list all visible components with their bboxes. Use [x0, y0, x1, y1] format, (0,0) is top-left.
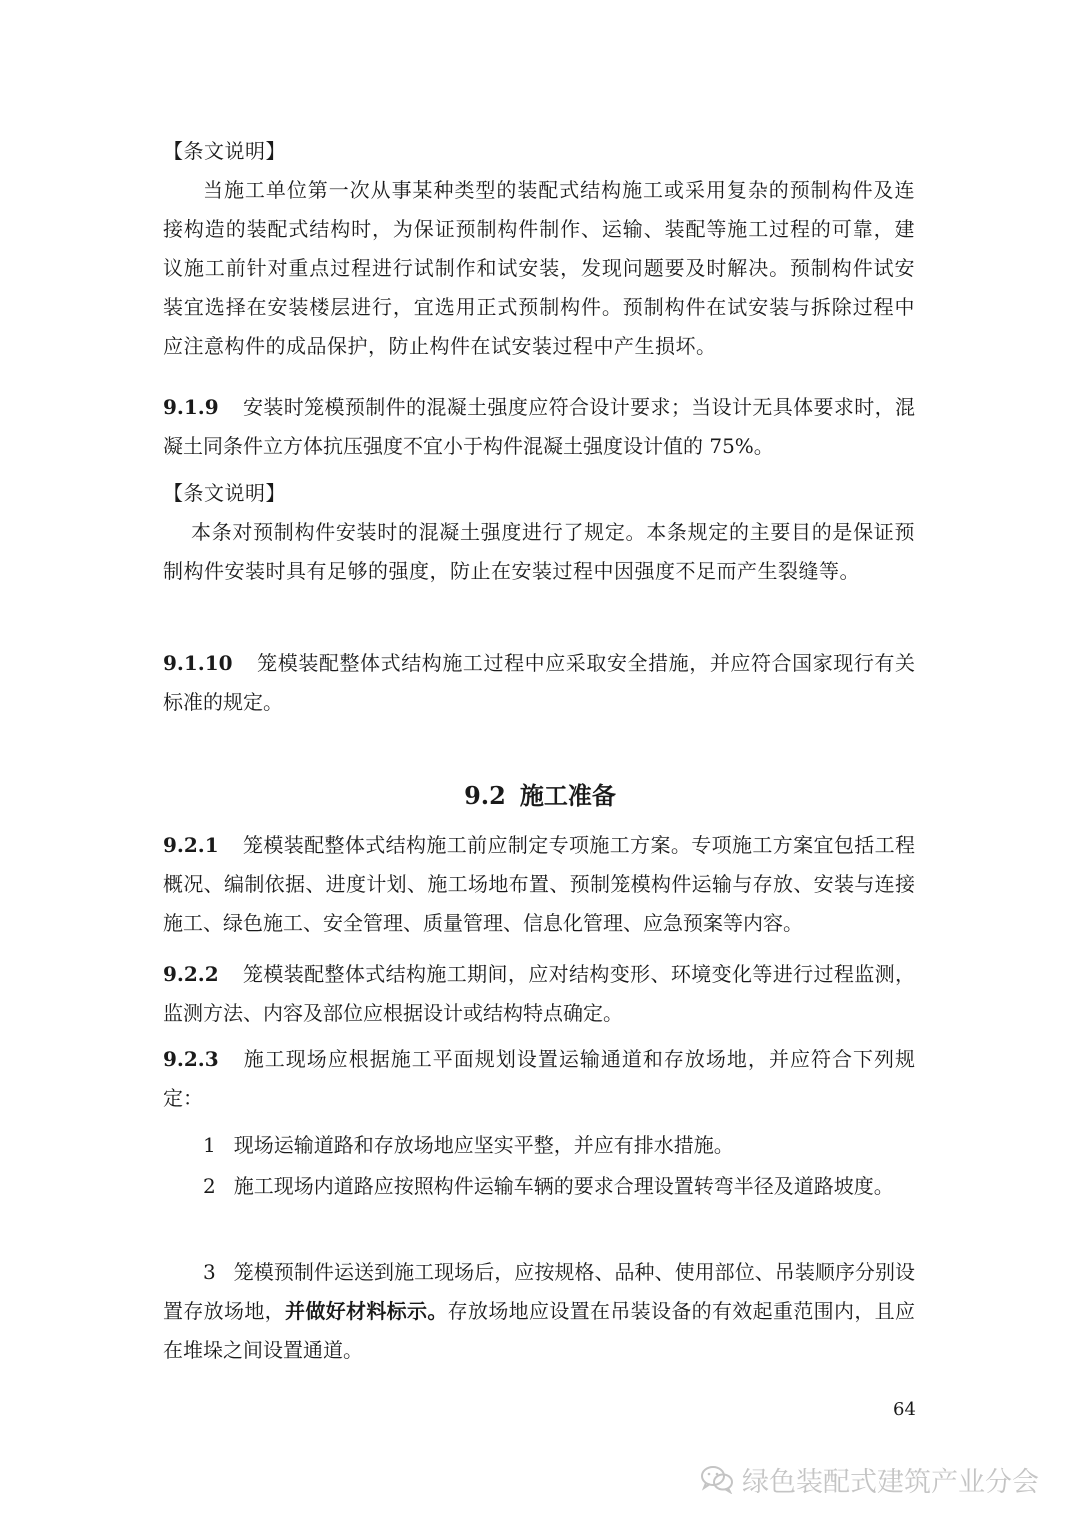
clause-9-2-3	[163, 1040, 915, 1118]
item-text: 现场运输道路和存放场地应坚实平整，并应有排水措施。	[233, 1133, 734, 1157]
clause-9-1-10	[163, 644, 915, 722]
list-item-2	[163, 1167, 915, 1206]
clause-number: 9.1.9	[163, 395, 219, 419]
watermark	[700, 1459, 1039, 1499]
clause-number: 9.2.3	[163, 1047, 219, 1071]
clause-9-2-2	[163, 955, 915, 1033]
explain-tag: 【条文说明】	[163, 139, 286, 163]
clause-text: 施工现场应根据施工平面规划设置运输通道和存放场地，并应符合下列规定：	[163, 1047, 915, 1110]
explain-block-2	[163, 474, 915, 591]
item-number: 1	[203, 1133, 216, 1157]
clause-number: 9.2.2	[163, 962, 219, 986]
list-item-3	[163, 1253, 915, 1370]
clause-text: 笼模装配整体式结构施工前应制定专项施工方案。专项施工方案宜包括工程概况、编制依据、进度计划、施工场地布置、预制笼模构件运输与存放、安装与连接施工、绿色施工、安全管理、质量管理、信息化管理、应急预案等内容。	[163, 833, 915, 935]
item-text-bold: 并做好材料标示。	[285, 1299, 448, 1323]
explain-tag: 【条文说明】	[163, 481, 286, 505]
item-text-b: 存放场地应设置在吊装设备的有效起重范围内，且应在堆垛之间设置通道。	[163, 1299, 916, 1362]
clause-text: 笼模装配整体式结构施工期间，应对结构变形、环境变化等进行过程监测，监测方法、内容及部位应根据设计或结构特点确定。	[163, 962, 915, 1025]
section-heading	[0, 776, 1080, 816]
clause-text: 安装时笼模预制件的混凝土强度应符合设计要求；当设计无具体要求时，混凝土同条件立方体抗压强度不宜小于构件混凝土强度设计值的 75%。	[163, 395, 915, 458]
watermark-text: 绿色装配式建筑产业分会	[742, 1466, 1039, 1498]
section-number: 9.2	[464, 781, 506, 810]
item-text: 施工现场内道路应按照构件运输车辆的要求合理设置转弯半径及道路坡度。	[233, 1174, 894, 1198]
section-title: 施工准备	[519, 781, 616, 810]
page-number: 64	[893, 1399, 916, 1420]
clause-number: 9.1.10	[163, 651, 233, 675]
list-item-1	[163, 1126, 915, 1165]
clause-9-1-9	[163, 388, 915, 466]
item-number: 3	[203, 1260, 216, 1284]
clause-text: 笼模装配整体式结构施工过程中应采取安全措施，并应符合国家现行有关标准的规定。	[163, 651, 915, 714]
wechat-icon	[700, 1464, 734, 1494]
explain-paragraph: 当施工单位第一次从事某种类型的装配式结构施工或采用复杂的预制构件及连接构造的装配式结构时，为保证预制构件制作、运输、装配等施工过程的可靠，建议施工前针对重点过程进行试制作和试安装，发现问题要及时解决。预制构件试安装宜选择在安装楼层进行，宜选用正式预制构件。预制构件在试安装与拆除过程中应注意构件的成品保护，防止构件在试安装过程中产生损坏。	[163, 178, 915, 358]
item-text-a: 笼模预制件运送到施工现场后，应按规格、品种、使用部位、吊装顺序分别设置存放场地，	[163, 1260, 915, 1323]
explain-block-1	[163, 132, 915, 366]
clause-9-2-1	[163, 826, 915, 943]
clause-number: 9.2.1	[163, 833, 219, 857]
explain-paragraph: 本条对预制构件安装时的混凝土强度进行了规定。本条规定的主要目的是保证预制构件安装时具有足够的强度，防止在安装过程中因强度不足而产生裂缝等。	[163, 520, 915, 583]
item-number: 2	[203, 1174, 216, 1198]
